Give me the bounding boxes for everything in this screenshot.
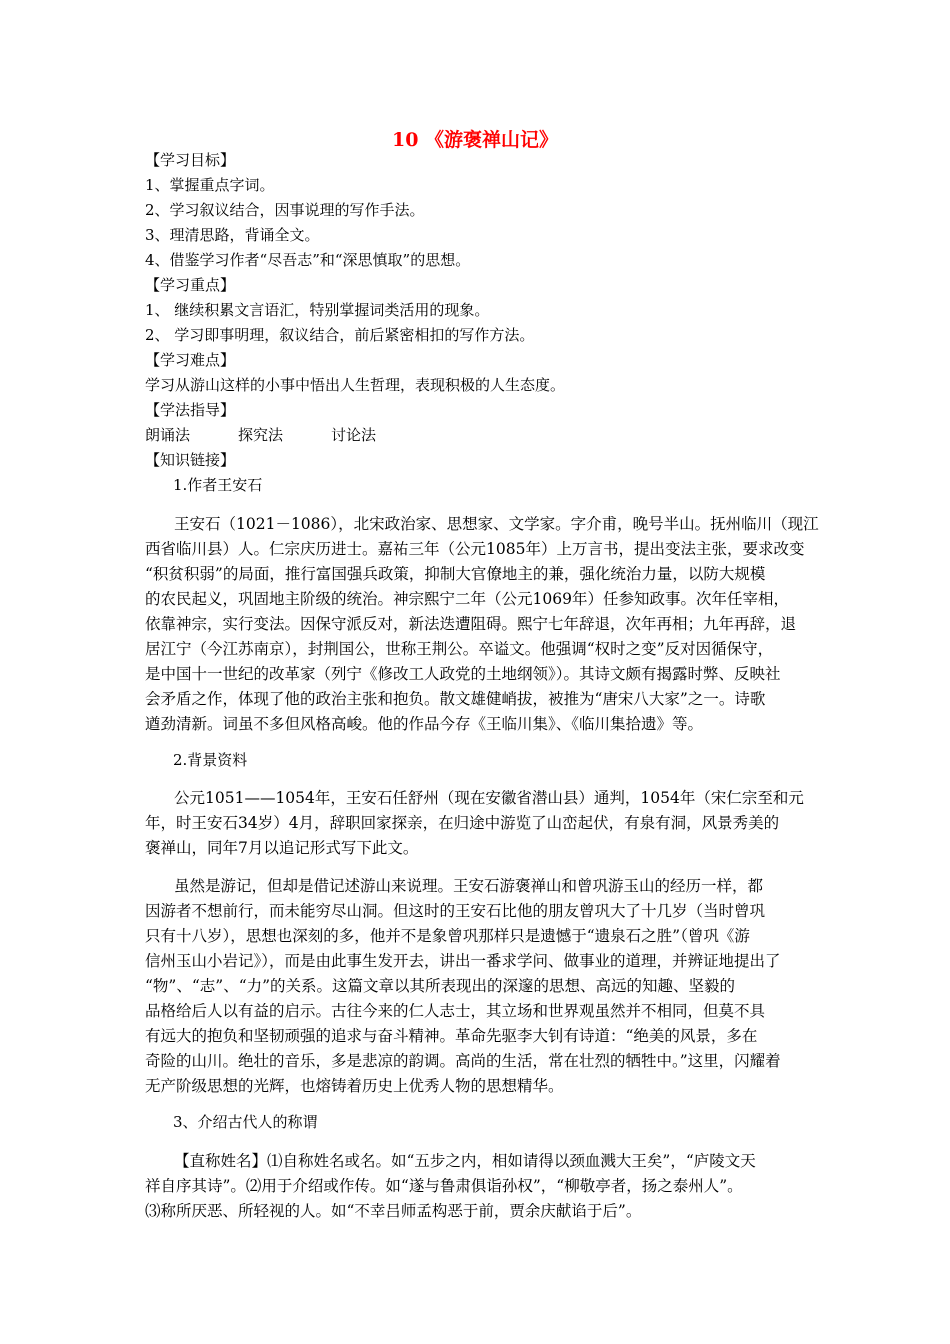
method-item: 探究法 xyxy=(238,426,284,444)
subheading-author: 1.作者王安石 xyxy=(173,476,263,494)
difficulty-text: 学习从游山这样的小事中悟出人生哲理，表现积极的人生态度。 xyxy=(145,376,566,394)
goal-item: 2、学习叙议结合，因事说理的写作手法。 xyxy=(145,201,425,219)
paragraph-background xyxy=(145,786,809,861)
focus-item: 1、 继续积累文言语汇，特别掌握词类活用的现象。 xyxy=(145,301,490,319)
focus-item: 2、 学习即事明理，叙议结合，前后紧密相扣的写作方法。 xyxy=(145,326,535,344)
text-line: 王安石（1021－1086），北宋政治家、思想家、文学家。字介甫，晚号半山。抚州临川（现江 xyxy=(174,515,819,533)
text-line: 只有十八岁），思想也深刻的多，他并不是象曾巩那样只是遗憾于“遗泉石之胜”（曾巩《游 xyxy=(145,927,750,945)
text-line: 品格给后人以有益的启示。古往今来的仁人志士，其立场和世界观虽然并不相同，但莫不具 xyxy=(145,1002,766,1020)
method-item: 讨论法 xyxy=(331,426,377,444)
paragraph-naming xyxy=(145,1149,809,1224)
paragraph-author-bio xyxy=(145,512,819,737)
text-line: 虽然是游记，但却是借记述游山来说理。王安石游褒禅山和曾巩游玉山的经历一样，都 xyxy=(174,877,764,895)
text-line: 无产阶级思想的光辉，也熔铸着历史上优秀人物的思想精华。 xyxy=(145,1077,564,1095)
text-line: “物”、“志”、“力”的关系。这篇文章以其所表现出的深邃的思想、高远的知趣、坚毅的 xyxy=(145,977,736,995)
text-line: 居江宁（今江苏南京），封荆国公，世称王荆公。卒谥文。他强调“权时之变”反对因循保守， xyxy=(145,640,774,658)
method-list xyxy=(145,423,376,447)
goals-header: 【学习目标】 xyxy=(145,151,236,169)
goal-item: 3、理清思路，背诵全文。 xyxy=(145,226,320,244)
text-line: 公元1051——1054年，王安石任舒州（现在安徽省潜山县）通判，1054年（宋仁宗至和元 xyxy=(174,789,804,807)
text-line: 的农民起义，巩固地主阶级的统治。神宗熙宁二年（公元1069年）任参知政事。次年任宰相， xyxy=(145,590,789,608)
text-line: 依靠神宗，实行变法。因保守派反对，新法迭遭阻碍。熙宁七年辞退，次年再相；九年再辞，退 xyxy=(145,615,797,633)
text-line: 年，时王安石34岁）4月，辞职回家探亲，在归途中游览了山峦起伏，有泉有洞，风景秀美的 xyxy=(145,814,780,832)
text-line: 会矛盾之作，体现了他的政治主张和抱负。散文雄健峭拔，被推为“唐宋八大家”之一。诗歌 xyxy=(145,690,766,708)
method-item: 朗诵法 xyxy=(145,426,191,444)
text-line: 是中国十一世纪的改革家（列宁《修改工人政党的土地纲领》）。其诗文颇有揭露时弊、反映社 xyxy=(145,665,781,683)
text-line: 因游者不想前行，而未能穷尽山洞。但这时的王安石比他的朋友曾巩大了十几岁（当时曾巩 xyxy=(145,902,766,920)
subheading-titles: 3、介绍古代人的称谓 xyxy=(173,1113,318,1131)
knowledge-header: 【知识链接】 xyxy=(145,451,236,469)
text-line: 褒禅山，同年7月以追记形式写下此文。 xyxy=(145,839,419,857)
text-line: ⑶称所厌恶、所轻视的人。如“不幸吕师孟构恶于前，贾余庆献谄于后”。 xyxy=(145,1202,642,1220)
text-line: 【直称姓名】⑴自称姓名或名。如“五步之内，相如请得以颈血溅大王矣”，“庐陵文天 xyxy=(174,1152,756,1170)
focus-header: 【学习重点】 xyxy=(145,276,236,294)
page-title: 10 《游褒禅山记》 xyxy=(391,129,559,151)
text-line: 西省临川县）人。仁宗庆历进士。嘉祐三年（公元1085年）上万言书，提出变法主张，要求改变 xyxy=(145,540,805,558)
method-header: 【学法指导】 xyxy=(145,401,236,419)
paragraph-analysis xyxy=(145,874,809,1099)
goal-item: 1、掌握重点字词。 xyxy=(145,176,275,194)
goal-item: 4、借鉴学习作者“尽吾志”和“深思慎取”的思想。 xyxy=(145,251,471,269)
text-line: 有远大的抱负和坚韧顽强的追求与奋斗精神。革命先驱李大钊有诗道：“绝美的风景，多在 xyxy=(145,1027,758,1045)
text-line: 祥自序其诗”。⑵用于介绍或作传。如“遂与鲁肃俱诣孙权”，“柳敬亭者，扬之泰州人”。 xyxy=(145,1177,743,1195)
subheading-background: 2.背景资料 xyxy=(173,751,248,769)
text-line: 信州玉山小岩记》），而是由此事生发开去，讲出一番求学问、做事业的道理，并辨证地提出了 xyxy=(145,952,781,970)
text-line: 奇险的山川。绝壮的音乐，多是悲凉的韵调。高尚的生活，常在壮烈的牺牲中。”这里，闪耀着 xyxy=(145,1052,781,1070)
text-line: 遒劲清新。词虽不多但风格高峻。他的作品今存《王临川集》、《临川集拾遗》等。 xyxy=(145,715,704,733)
difficulty-header: 【学习难点】 xyxy=(145,351,236,369)
text-line: “积贫积弱”的局面，推行富国强兵政策，抑制大官僚地主的兼，强化统治力量，以防大规模 xyxy=(145,565,766,583)
